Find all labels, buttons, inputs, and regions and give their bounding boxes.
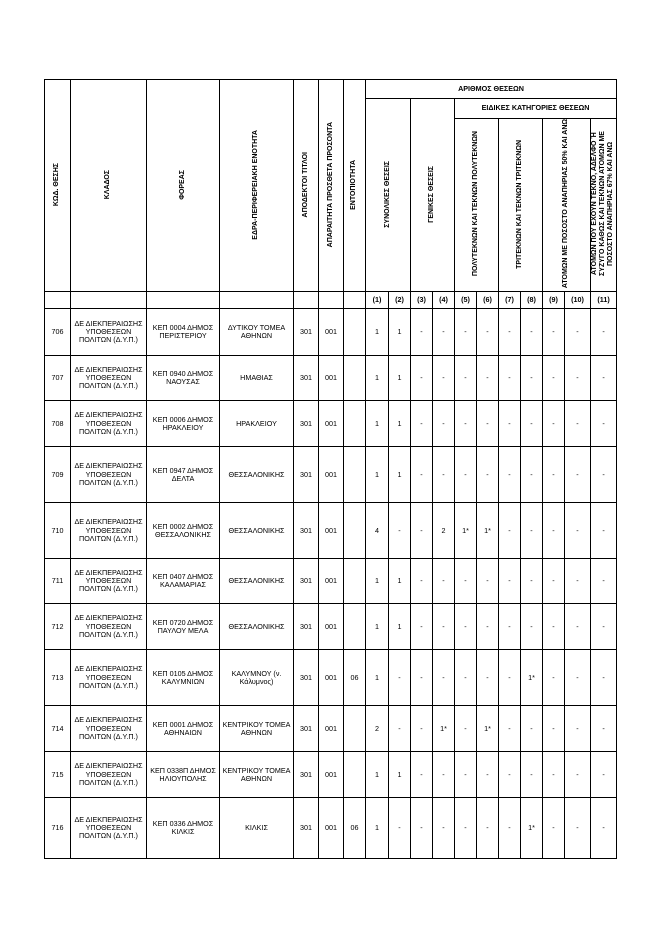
- count-cell: -: [433, 650, 455, 706]
- count-cell: -: [499, 650, 521, 706]
- count-cell: -: [591, 401, 617, 447]
- count-cell: -: [411, 650, 433, 706]
- entopiotita-cell: [344, 604, 366, 650]
- count-cell: -: [411, 447, 433, 503]
- table-body: [45, 309, 617, 859]
- count-cell: -: [565, 401, 591, 447]
- count-cell: 1: [389, 356, 411, 401]
- count-cell: 1: [366, 752, 389, 798]
- prosonta-cell: 001: [319, 604, 344, 650]
- table-row: [45, 604, 617, 650]
- count-cell: -: [521, 356, 543, 401]
- foreas-cell: ΚΕΠ 0336 ΔΗΜΟΣ ΚΙΛΚΙΣ: [147, 798, 220, 859]
- count-cell: -: [543, 650, 565, 706]
- count-cell: 1: [366, 401, 389, 447]
- klados-cell: ΔΕ ΔΙΕΚΠΕΡΑΙΩΣΗΣ ΥΠΟΘΕΣΕΩΝ ΠΟΛΙΤΩΝ (Δ.Υ.Π.): [71, 401, 147, 447]
- edra-cell: ΘΕΣΣΑΛΟΝΙΚΗΣ: [220, 447, 294, 503]
- count-cell: 1: [366, 798, 389, 859]
- table-row: [45, 447, 617, 503]
- count-cell: -: [543, 706, 565, 752]
- count-cell: -: [521, 604, 543, 650]
- klados-cell: ΔΕ ΔΙΕΚΠΕΡΑΙΩΣΗΣ ΥΠΟΘΕΣΕΩΝ ΠΟΛΙΤΩΝ (Δ.Υ.Π.): [71, 752, 147, 798]
- edra-cell: ΚΕΝΤΡΙΚΟΥ ΤΟΜΕΑ ΑΘΗΝΩΝ: [220, 752, 294, 798]
- count-cell: 1: [389, 752, 411, 798]
- count-cell: -: [565, 309, 591, 356]
- prosonta-cell: 001: [319, 559, 344, 604]
- edra-cell: ΔΥΤΙΚΟΥ ΤΟΜΕΑ ΑΘΗΝΩΝ: [220, 309, 294, 356]
- count-cell: -: [591, 706, 617, 752]
- count-cell: -: [455, 604, 477, 650]
- table-row: [45, 798, 617, 859]
- count-cell: -: [499, 559, 521, 604]
- column-number-blank: [71, 292, 147, 309]
- count-cell: -: [565, 752, 591, 798]
- count-cell: -: [411, 752, 433, 798]
- count-cell: -: [591, 503, 617, 559]
- count-cell: -: [521, 447, 543, 503]
- titloi-cell: 301: [294, 356, 319, 401]
- column-number: (7): [499, 292, 521, 309]
- count-cell: -: [411, 356, 433, 401]
- count-cell: -: [389, 798, 411, 859]
- count-cell: 4: [366, 503, 389, 559]
- column-number: (6): [477, 292, 499, 309]
- count-cell: -: [455, 706, 477, 752]
- count-cell: -: [455, 650, 477, 706]
- column-number: (9): [543, 292, 565, 309]
- table-row: [45, 401, 617, 447]
- column-number: (4): [433, 292, 455, 309]
- foreas-cell: ΚΕΠ 0002 ΔΗΜΟΣ ΘΕΣΣΑΛΟΝΙΚΗΣ: [147, 503, 220, 559]
- count-cell: 1: [389, 559, 411, 604]
- column-number-blank: [294, 292, 319, 309]
- count-cell: -: [591, 309, 617, 356]
- entopiotita-cell: [344, 309, 366, 356]
- prosonta-cell: 001: [319, 356, 344, 401]
- titloi-cell: 301: [294, 447, 319, 503]
- count-cell: -: [499, 447, 521, 503]
- titloi-cell: 301: [294, 706, 319, 752]
- header-arithmos-theseon: ΑΡΙΘΜΟΣ ΘΕΣΕΩΝ: [366, 80, 617, 99]
- count-cell: -: [565, 559, 591, 604]
- count-cell: -: [455, 798, 477, 859]
- header-foreas: ΦΟΡΕΑΣ: [147, 80, 220, 292]
- code-cell: 715: [45, 752, 71, 798]
- count-cell: -: [455, 309, 477, 356]
- count-cell: -: [499, 706, 521, 752]
- count-cell: -: [591, 356, 617, 401]
- entopiotita-cell: 06: [344, 650, 366, 706]
- column-number-blank: [45, 292, 71, 309]
- foreas-cell: ΚΕΠ 0105 ΔΗΜΟΣ ΚΑΛΥΜΝΙΩΝ: [147, 650, 220, 706]
- titloi-cell: 301: [294, 650, 319, 706]
- code-cell: 707: [45, 356, 71, 401]
- count-cell: 1: [366, 356, 389, 401]
- count-cell: -: [411, 706, 433, 752]
- header-kod: ΚΩΔ. ΘΕΣΗΣ: [45, 80, 71, 292]
- titloi-cell: 301: [294, 604, 319, 650]
- code-cell: 713: [45, 650, 71, 706]
- count-cell: -: [591, 798, 617, 859]
- count-cell: -: [543, 798, 565, 859]
- entopiotita-cell: [344, 447, 366, 503]
- count-cell: 2: [433, 503, 455, 559]
- count-cell: -: [543, 401, 565, 447]
- prosonta-cell: 001: [319, 798, 344, 859]
- entopiotita-cell: [344, 752, 366, 798]
- code-cell: 706: [45, 309, 71, 356]
- count-cell: -: [521, 559, 543, 604]
- count-cell: -: [565, 503, 591, 559]
- column-number: (1): [366, 292, 389, 309]
- count-cell: -: [411, 309, 433, 356]
- count-cell: 1*: [477, 706, 499, 752]
- count-cell: -: [521, 706, 543, 752]
- count-cell: -: [499, 401, 521, 447]
- header-klados: ΚΛΑΔΟΣ: [71, 80, 147, 292]
- count-cell: -: [411, 401, 433, 447]
- column-number: (8): [521, 292, 543, 309]
- column-number-blank: [319, 292, 344, 309]
- count-cell: 1: [366, 447, 389, 503]
- count-cell: -: [411, 503, 433, 559]
- count-cell: -: [477, 401, 499, 447]
- count-cell: -: [521, 309, 543, 356]
- count-cell: -: [591, 650, 617, 706]
- count-cell: 1*: [477, 503, 499, 559]
- edra-cell: ΘΕΣΣΑΛΟΝΙΚΗΣ: [220, 503, 294, 559]
- edra-cell: ΘΕΣΣΑΛΟΝΙΚΗΣ: [220, 559, 294, 604]
- table-row: [45, 559, 617, 604]
- entopiotita-cell: 06: [344, 798, 366, 859]
- count-cell: -: [499, 798, 521, 859]
- table-row: [45, 650, 617, 706]
- count-cell: 1*: [521, 650, 543, 706]
- klados-cell: ΔΕ ΔΙΕΚΠΕΡΑΙΩΣΗΣ ΥΠΟΘΕΣΕΩΝ ΠΟΛΙΤΩΝ (Δ.Υ.Π.): [71, 706, 147, 752]
- header-anapiria-67: ΑΤΟΜΩΝ ΠΟΥ ΕΧΟΥΝ ΤΕΚΝΟ, ΑΔΕΛΦΟ Ή ΣΥΖΥΓΟ ΚΑΘΩΣ ΚΑΙ ΤΕΚΝΩΝ ΑΤΟΜΩΝ ΜΕ ΠΟΣΟΣΤΟ ΑΝΑΠΗΡΙΑΣ 67% ΚΑΙ ΑΝΩ: [591, 119, 617, 292]
- code-cell: 714: [45, 706, 71, 752]
- count-cell: -: [499, 356, 521, 401]
- table-row: [45, 309, 617, 356]
- edra-cell: ΗΡΑΚΛΕΙΟΥ: [220, 401, 294, 447]
- klados-cell: ΔΕ ΔΙΕΚΠΕΡΑΙΩΣΗΣ ΥΠΟΘΕΣΕΩΝ ΠΟΛΙΤΩΝ (Δ.Υ.Π.): [71, 798, 147, 859]
- entopiotita-cell: [344, 559, 366, 604]
- count-cell: -: [411, 798, 433, 859]
- count-cell: -: [433, 309, 455, 356]
- table-row: [45, 752, 617, 798]
- count-cell: -: [521, 752, 543, 798]
- titloi-cell: 301: [294, 309, 319, 356]
- table-row: [45, 356, 617, 401]
- klados-cell: ΔΕ ΔΙΕΚΠΕΡΑΙΩΣΗΣ ΥΠΟΘΕΣΕΩΝ ΠΟΛΙΤΩΝ (Δ.Υ.Π.): [71, 447, 147, 503]
- entopiotita-cell: [344, 706, 366, 752]
- count-cell: -: [499, 752, 521, 798]
- edra-cell: ΚΙΛΚΙΣ: [220, 798, 294, 859]
- table-row: [45, 503, 617, 559]
- count-cell: -: [521, 503, 543, 559]
- count-cell: -: [477, 798, 499, 859]
- count-cell: -: [565, 356, 591, 401]
- count-cell: -: [499, 604, 521, 650]
- count-cell: -: [565, 798, 591, 859]
- count-cell: -: [411, 604, 433, 650]
- count-cell: -: [565, 447, 591, 503]
- foreas-cell: ΚΕΠ 0940 ΔΗΜΟΣ ΝΑΟΥΣΑΣ: [147, 356, 220, 401]
- titloi-cell: 301: [294, 752, 319, 798]
- edra-cell: ΚΑΛΥΜΝΟΥ (ν. Κάλυμνος): [220, 650, 294, 706]
- count-cell: -: [499, 503, 521, 559]
- prosonta-cell: 001: [319, 503, 344, 559]
- prosonta-cell: 001: [319, 650, 344, 706]
- header-triteknon: ΤΡΙΤΕΚΝΩΝ ΚΑΙ ΤΕΚΝΩΝ ΤΡΙΤΕΚΝΩΝ: [499, 119, 543, 292]
- prosonta-cell: 001: [319, 706, 344, 752]
- entopiotita-cell: [344, 503, 366, 559]
- header-titloi: ΑΠΟΔΕΚΤΟΙ ΤΙΤΛΟΙ: [294, 80, 319, 292]
- table-row: [45, 706, 617, 752]
- header-edra: ΕΔΡΑ-ΠΕΡΙΦΕΡΕΙΑΚΗ ΕΝΟΤΗΤΑ: [220, 80, 294, 292]
- titloi-cell: 301: [294, 798, 319, 859]
- count-cell: 1*: [433, 706, 455, 752]
- count-cell: -: [455, 752, 477, 798]
- code-cell: 711: [45, 559, 71, 604]
- count-cell: -: [433, 447, 455, 503]
- column-number-row: [45, 292, 617, 309]
- count-cell: 1*: [521, 798, 543, 859]
- count-cell: -: [591, 559, 617, 604]
- klados-cell: ΔΕ ΔΙΕΚΠΕΡΑΙΩΣΗΣ ΥΠΟΘΕΣΕΩΝ ΠΟΛΙΤΩΝ (Δ.Υ.Π.): [71, 650, 147, 706]
- count-cell: -: [411, 559, 433, 604]
- column-number-blank: [147, 292, 220, 309]
- code-cell: 712: [45, 604, 71, 650]
- code-cell: 709: [45, 447, 71, 503]
- count-cell: -: [591, 604, 617, 650]
- count-cell: -: [499, 309, 521, 356]
- count-cell: -: [543, 356, 565, 401]
- count-cell: -: [565, 706, 591, 752]
- edra-cell: ΚΕΝΤΡΙΚΟΥ ΤΟΜΕΑ ΑΘΗΝΩΝ: [220, 706, 294, 752]
- positions-table: [44, 79, 617, 859]
- klados-cell: ΔΕ ΔΙΕΚΠΕΡΑΙΩΣΗΣ ΥΠΟΘΕΣΕΩΝ ΠΟΛΙΤΩΝ (Δ.Υ.Π.): [71, 604, 147, 650]
- header-synolikes: ΣΥΝΟΛΙΚΕΣ ΘΕΣΕΙΣ: [366, 99, 411, 292]
- count-cell: -: [591, 752, 617, 798]
- count-cell: 1*: [455, 503, 477, 559]
- count-cell: -: [433, 604, 455, 650]
- klados-cell: ΔΕ ΔΙΕΚΠΕΡΑΙΩΣΗΣ ΥΠΟΘΕΣΕΩΝ ΠΟΛΙΤΩΝ (Δ.Υ.Π.): [71, 559, 147, 604]
- count-cell: -: [565, 650, 591, 706]
- header-entopiotita: ΕΝΤΟΠΙΟΤΗΤΑ: [344, 80, 366, 292]
- count-cell: -: [389, 650, 411, 706]
- edra-cell: ΘΕΣΣΑΛΟΝΙΚΗΣ: [220, 604, 294, 650]
- count-cell: -: [433, 401, 455, 447]
- column-number-blank: [220, 292, 294, 309]
- foreas-cell: ΚΕΠ 0947 ΔΗΜΟΣ ΔΕΛΤΑ: [147, 447, 220, 503]
- count-cell: 1: [366, 309, 389, 356]
- count-cell: 1: [366, 650, 389, 706]
- foreas-cell: ΚΕΠ 0720 ΔΗΜΟΣ ΠΑΥΛΟΥ ΜΕΛΑ: [147, 604, 220, 650]
- prosonta-cell: 001: [319, 752, 344, 798]
- prosonta-cell: 001: [319, 447, 344, 503]
- count-cell: -: [477, 650, 499, 706]
- count-cell: 1: [366, 559, 389, 604]
- count-cell: 1: [366, 604, 389, 650]
- column-number-blank: [344, 292, 366, 309]
- code-cell: 710: [45, 503, 71, 559]
- count-cell: -: [591, 447, 617, 503]
- titloi-cell: 301: [294, 559, 319, 604]
- count-cell: -: [477, 356, 499, 401]
- foreas-cell: ΚΕΠ 0006 ΔΗΜΟΣ ΗΡΑΚΛΕΙΟΥ: [147, 401, 220, 447]
- count-cell: -: [543, 309, 565, 356]
- count-cell: -: [565, 604, 591, 650]
- edra-cell: ΗΜΑΘΙΑΣ: [220, 356, 294, 401]
- count-cell: -: [477, 604, 499, 650]
- count-cell: -: [543, 447, 565, 503]
- count-cell: -: [433, 798, 455, 859]
- count-cell: -: [543, 503, 565, 559]
- header-genikes: ΓΕΝΙΚΕΣ ΘΕΣΕΙΣ: [411, 99, 455, 292]
- foreas-cell: ΚΕΠ 0001 ΔΗΜΟΣ ΑΘΗΝΑΙΩΝ: [147, 706, 220, 752]
- count-cell: -: [389, 503, 411, 559]
- count-cell: -: [455, 356, 477, 401]
- column-number: (10): [565, 292, 591, 309]
- column-number: (5): [455, 292, 477, 309]
- code-cell: 716: [45, 798, 71, 859]
- table-header: [45, 80, 617, 309]
- foreas-cell: ΚΕΠ 0004 ΔΗΜΟΣ ΠΕΡΙΣΤΕΡΙΟΥ: [147, 309, 220, 356]
- count-cell: -: [389, 706, 411, 752]
- count-cell: -: [477, 447, 499, 503]
- count-cell: 1: [389, 309, 411, 356]
- code-cell: 708: [45, 401, 71, 447]
- prosonta-cell: 001: [319, 309, 344, 356]
- count-cell: -: [433, 752, 455, 798]
- count-cell: -: [543, 604, 565, 650]
- klados-cell: ΔΕ ΔΙΕΚΠΕΡΑΙΩΣΗΣ ΥΠΟΘΕΣΕΩΝ ΠΟΛΙΤΩΝ (Δ.Υ.Π.): [71, 503, 147, 559]
- count-cell: -: [543, 559, 565, 604]
- prosonta-cell: 001: [319, 401, 344, 447]
- count-cell: -: [543, 752, 565, 798]
- klados-cell: ΔΕ ΔΙΕΚΠΕΡΑΙΩΣΗΣ ΥΠΟΘΕΣΕΩΝ ΠΟΛΙΤΩΝ (Δ.Υ.Π.): [71, 356, 147, 401]
- foreas-cell: ΚΕΠ 0338Π ΔΗΜΟΣ ΗΛΙΟΥΠΟΛΗΣ: [147, 752, 220, 798]
- count-cell: -: [433, 559, 455, 604]
- entopiotita-cell: [344, 356, 366, 401]
- count-cell: 1: [389, 447, 411, 503]
- count-cell: 1: [389, 401, 411, 447]
- column-number: (2): [389, 292, 411, 309]
- count-cell: -: [455, 447, 477, 503]
- count-cell: -: [433, 356, 455, 401]
- count-cell: -: [477, 559, 499, 604]
- entopiotita-cell: [344, 401, 366, 447]
- header-anapiria-50: ΑΤΟΜΩΝ ΜΕ ΠΟΣΟΣΤΟ ΑΝΑΠΗΡΙΑΣ 50% ΚΑΙ ΑΝΩ: [543, 119, 591, 292]
- count-cell: -: [455, 559, 477, 604]
- foreas-cell: ΚΕΠ 0407 ΔΗΜΟΣ ΚΑΛΑΜΑΡΙΑΣ: [147, 559, 220, 604]
- count-cell: 2: [366, 706, 389, 752]
- count-cell: 1: [389, 604, 411, 650]
- count-cell: -: [521, 401, 543, 447]
- titloi-cell: 301: [294, 503, 319, 559]
- count-cell: -: [477, 752, 499, 798]
- klados-cell: ΔΕ ΔΙΕΚΠΕΡΑΙΩΣΗΣ ΥΠΟΘΕΣΕΩΝ ΠΟΛΙΤΩΝ (Δ.Υ.Π.): [71, 309, 147, 356]
- header-eidikes: ΕΙΔΙΚΕΣ ΚΑΤΗΓΟΡΙΕΣ ΘΕΣΕΩΝ: [455, 99, 617, 119]
- titloi-cell: 301: [294, 401, 319, 447]
- column-number: (11): [591, 292, 617, 309]
- header-prosonta: ΑΠΑΡΑΙΤΗΤΑ ΠΡΟΣΘΕΤΑ ΠΡΟΣΟΝΤΑ: [319, 80, 344, 292]
- count-cell: -: [477, 309, 499, 356]
- column-number: (3): [411, 292, 433, 309]
- header-polyteknon: ΠΟΛΥΤΕΚΝΩΝ ΚΑΙ ΤΕΚΝΩΝ ΠΟΛΥΤΕΚΝΩΝ: [455, 119, 499, 292]
- count-cell: -: [455, 401, 477, 447]
